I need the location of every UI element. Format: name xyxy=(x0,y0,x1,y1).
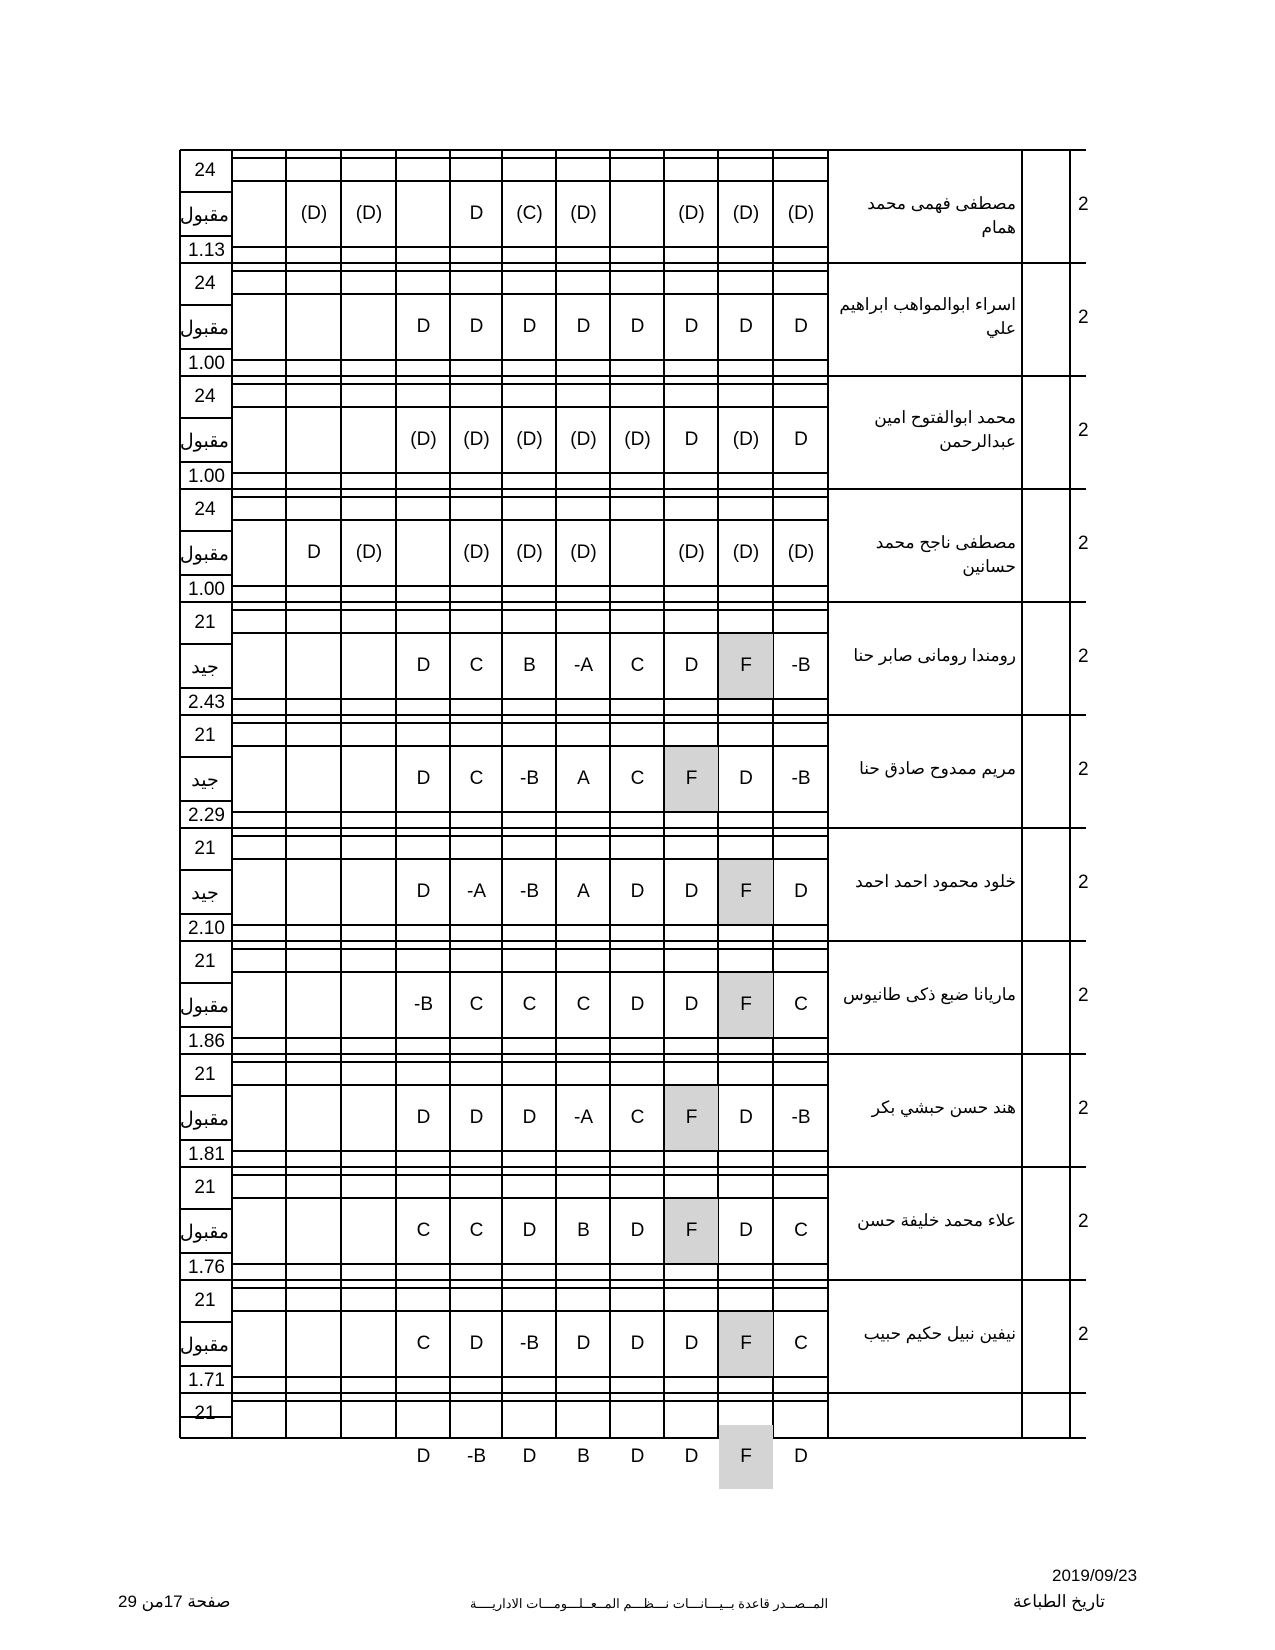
grade-cell: D xyxy=(416,1107,431,1128)
credit-hours: 21 xyxy=(194,1403,216,1424)
print-date: 2019/09/23 xyxy=(1052,1566,1138,1585)
student-name: اسراء ابوالمواهب ابراهيم علي xyxy=(839,295,1016,338)
grade-cell: D xyxy=(630,316,645,337)
credit-hours: 24 xyxy=(194,273,216,294)
row-index: 2 xyxy=(1078,1098,1089,1119)
grade-cell: (D) xyxy=(463,429,490,450)
row-index: 2 xyxy=(1078,759,1089,780)
grade-cell: (D) xyxy=(355,542,383,563)
grade-rating: مقبول xyxy=(179,996,229,1017)
grade-cell: (D) xyxy=(787,203,815,224)
grade-cell: A xyxy=(577,768,590,789)
grade-rating: مقبول xyxy=(179,1109,229,1130)
grade-cell: C xyxy=(469,768,484,789)
grade-cell: D xyxy=(684,429,699,450)
grade-cell: D xyxy=(630,994,645,1015)
grade-cell: (D) xyxy=(570,203,597,224)
grade-cell: D xyxy=(630,1446,645,1467)
gpa-value: 2.29 xyxy=(188,805,225,826)
grade-cell: -B xyxy=(520,881,539,902)
grade-cell: F xyxy=(719,973,773,1037)
grade-cell: D xyxy=(307,542,321,563)
grade-cell: (C) xyxy=(516,203,543,224)
gpa-value: 1.86 xyxy=(188,1031,225,1052)
row-index: 2 xyxy=(1078,1324,1089,1345)
grade-cell: D xyxy=(522,316,537,337)
print-date-label: تاريخ الطباعة xyxy=(1013,1592,1105,1611)
grade-cell: D xyxy=(794,881,808,902)
gpa-value: 2.43 xyxy=(188,692,225,713)
student-name: علاء محمد خليفة حسن xyxy=(857,1211,1016,1230)
grade-cell: C xyxy=(630,655,645,676)
grade-cell: F xyxy=(719,860,773,924)
grade-cell: D xyxy=(522,1220,537,1241)
credit-hours: 21 xyxy=(194,1290,216,1311)
grade-cell: -A xyxy=(467,881,486,902)
grade-cell: C xyxy=(469,994,484,1015)
grade-cell: -B xyxy=(791,768,811,789)
grade-cell: (D) xyxy=(355,203,383,224)
grade-cell: D xyxy=(469,316,484,337)
student-name: رومندا رومانى صابر حنا xyxy=(853,646,1016,665)
grade-cell: C xyxy=(630,1107,645,1128)
grade-cell: A xyxy=(577,881,590,902)
grade-cell: (D) xyxy=(410,429,437,450)
row-index: 2 xyxy=(1078,533,1089,554)
grade-cell: D xyxy=(416,1446,431,1467)
row-index: 2 xyxy=(1078,307,1089,328)
grade-cell: D xyxy=(416,881,431,902)
credit-hours: 21 xyxy=(194,1064,216,1085)
grade-cell: C xyxy=(469,1220,484,1241)
grade-cell: C xyxy=(576,994,591,1015)
source-note: المــصــدر قاعدة بــيـــانـــات نـــظـــم المــعــلـــومـــات الاداريــــة xyxy=(470,1596,829,1611)
grade-rating: جيد xyxy=(191,657,219,678)
credit-hours: 21 xyxy=(194,1177,216,1198)
gpa-value: 1.00 xyxy=(188,466,225,487)
grade-cell: D xyxy=(522,1446,537,1467)
grade-cell: C xyxy=(794,994,808,1015)
grade-cell: -B xyxy=(467,1446,486,1467)
grade-cell: C xyxy=(469,655,484,676)
grade-cell: D xyxy=(684,994,699,1015)
gpa-value: 1.13 xyxy=(188,240,225,261)
grade-cell: (D) xyxy=(732,429,760,450)
grade-cell: D xyxy=(739,1220,753,1241)
page-number: صفحة 17من 29 xyxy=(118,1592,231,1611)
gpa-value: 1.00 xyxy=(188,353,225,374)
grade-cell: (D) xyxy=(624,429,651,450)
grade-rating: مقبول xyxy=(179,544,229,565)
grade-cell: (D) xyxy=(732,542,760,563)
credit-hours: 21 xyxy=(194,612,216,633)
grade-cell: D xyxy=(794,316,808,337)
grade-cell: C xyxy=(522,994,537,1015)
grade-cell: -B xyxy=(520,1333,539,1354)
grade-cell: F xyxy=(719,1312,773,1376)
grade-cell: (D) xyxy=(678,203,705,224)
grade-cell: C xyxy=(416,1333,431,1354)
grade-cell: (D) xyxy=(516,429,543,450)
grade-cell: (D) xyxy=(732,203,760,224)
gpa-value: 1.76 xyxy=(188,1257,225,1278)
grade-cell: D xyxy=(469,1107,484,1128)
grade-cell: -B xyxy=(791,1107,811,1128)
grade-cell: D xyxy=(416,655,431,676)
student-name: خلود محمود احمد احمد xyxy=(855,872,1016,891)
grade-cell: D xyxy=(684,1333,699,1354)
credit-hours: 21 xyxy=(194,951,216,972)
grade-cell: -B xyxy=(414,994,433,1015)
student-name: مصطفى فهمى محمد همام xyxy=(867,194,1016,237)
grade-cell: (D) xyxy=(300,203,328,224)
credit-hours: 24 xyxy=(194,499,216,520)
row-index: 2 xyxy=(1078,646,1089,667)
grade-cell: D xyxy=(576,316,591,337)
student-name: محمد ابوالفتوح امين عبدالرحمن xyxy=(874,408,1016,451)
grade-cell: D xyxy=(469,1333,484,1354)
student-name: هند حسن حبشي بكر xyxy=(871,1098,1016,1117)
grade-rating: مقبول xyxy=(179,1222,229,1243)
grade-cell: D xyxy=(739,768,753,789)
grade-cell: (D) xyxy=(570,429,597,450)
student-name: ماريانا ضبع ذكى طانيوس xyxy=(842,985,1016,1004)
grade-cell: D xyxy=(684,655,699,676)
grade-cell: (D) xyxy=(570,542,597,563)
grade-cell: D xyxy=(684,1446,699,1467)
student-name: مريم ممدوح صادق حنا xyxy=(859,759,1016,778)
grade-cell: D xyxy=(684,316,699,337)
grade-cell: B xyxy=(577,1446,590,1467)
row-index: 2 xyxy=(1078,194,1089,215)
grade-cell: D xyxy=(522,1107,537,1128)
credit-hours: 24 xyxy=(194,160,216,181)
grade-cell: D xyxy=(684,881,699,902)
student-name: مصطفى ناجح محمد حسانين xyxy=(875,533,1016,576)
grade-cell: D xyxy=(469,203,484,224)
grade-cell: F xyxy=(719,1425,773,1489)
grade-cell: D xyxy=(416,316,431,337)
row-index: 2 xyxy=(1078,872,1089,893)
grade-cell: (D) xyxy=(678,542,705,563)
grade-rating: جيد xyxy=(191,770,219,791)
credit-hours: 21 xyxy=(194,838,216,859)
grade-cell: D xyxy=(416,768,431,789)
grade-cell: F xyxy=(665,747,718,811)
grade-cell: (D) xyxy=(787,542,815,563)
grade-cell: B xyxy=(577,1220,590,1241)
grade-cell: (D) xyxy=(516,542,543,563)
grade-cell: F xyxy=(665,1199,718,1263)
grade-cell: F xyxy=(719,634,773,698)
gpa-value: 2.10 xyxy=(188,918,225,939)
grade-cell: C xyxy=(416,1220,431,1241)
grade-cell: D xyxy=(794,429,808,450)
grade-rating: جيد xyxy=(191,883,219,904)
grade-cell: F xyxy=(665,1086,718,1150)
credit-hours: 21 xyxy=(194,725,216,746)
grade-cell: D xyxy=(739,1107,753,1128)
grade-cell: D xyxy=(630,1333,645,1354)
credit-hours: 24 xyxy=(194,386,216,407)
grade-cell: D xyxy=(794,1446,808,1467)
grade-cell: C xyxy=(630,768,645,789)
grade-cell: C xyxy=(794,1333,808,1354)
grade-cell: D xyxy=(576,1333,591,1354)
grade-cell: D xyxy=(739,316,753,337)
grade-cell: (D) xyxy=(463,542,490,563)
grade-cell: D xyxy=(630,881,645,902)
row-index: 2 xyxy=(1078,985,1089,1006)
grade-cell: -B xyxy=(520,768,539,789)
grade-cell: B xyxy=(523,655,536,676)
grade-cell: C xyxy=(794,1220,808,1241)
grade-cell: D xyxy=(630,1220,645,1241)
grade-cell: -A xyxy=(574,1107,593,1128)
grade-rating: مقبول xyxy=(179,318,229,339)
gpa-value: 1.81 xyxy=(188,1144,225,1165)
grade-rating: مقبول xyxy=(179,1335,229,1356)
student-name: نيفين نبيل حكيم حبيب xyxy=(863,1324,1016,1343)
grade-rating: مقبول xyxy=(179,205,229,226)
row-index: 2 xyxy=(1078,1211,1089,1232)
grade-cell: -A xyxy=(574,655,593,676)
gpa-value: 1.00 xyxy=(188,579,225,600)
grade-cell: -B xyxy=(791,655,811,676)
gpa-value: 1.71 xyxy=(188,1370,225,1391)
row-index: 2 xyxy=(1078,420,1089,441)
grade-rating: مقبول xyxy=(179,431,229,452)
